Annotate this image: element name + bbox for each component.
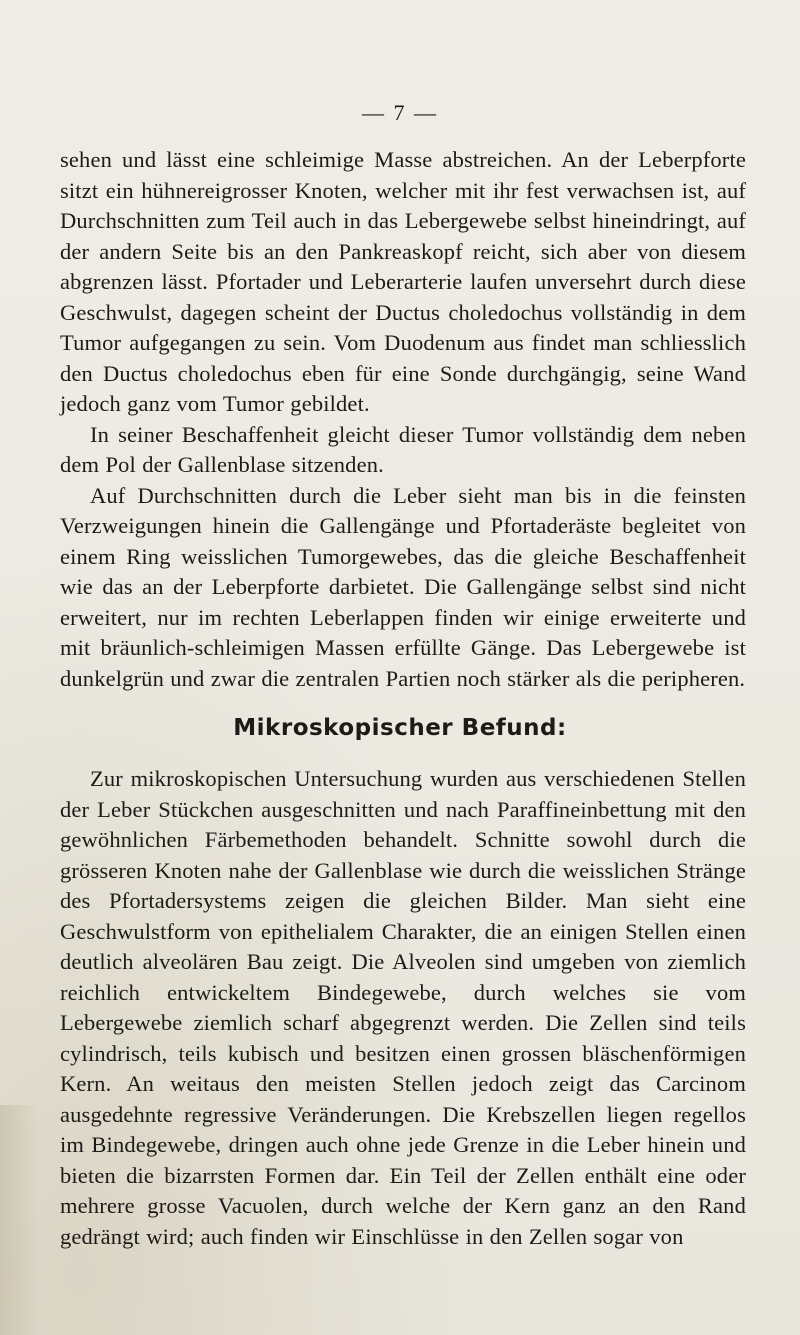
paragraph: Auf Durchschnitten durch die Leber sieht man bis in die feinsten Verzweigungen hinein die Gallengänge und Pfortaderäste begleitet von einem Ring weisslichen Tumorgewebes, das die gleiche Beschaffenheit wie das an der Leberpforte darbietet. Die Gallengänge selbst sind nicht erweitert, nur im rechten Leberlappen finden wir einige erweiterte und mit bräunlich-schleimigen Massen erfüllte Gänge. Das Lebergewebe ist dunkelgrün und zwar die zentralen Partien noch stärker als die peripheren. <box>60 482 746 691</box>
paper-stain <box>0 1105 40 1335</box>
paragraph: In seiner Beschaffenheit gleicht dieser Tumor vollständig dem neben dem Pol der Gallenblase sitzenden. <box>60 421 746 477</box>
body-text-section-1 <box>60 145 746 694</box>
paragraph: sehen und lässt eine schleimige Masse abstreichen. An der Leberpforte sitzt ein hühnereigrosser Knoten, welcher mit ihr fest verwachsen ist, auf Durchschnitten zum Teil auch in das Lebergewebe selbst hineindringt, auf der andern Seite bis an den Pankreaskopf reicht, sich aber von diesem abgrenzen lässt. Pfortader und Leberarterie laufen unversehrt durch diese Geschwulst, dagegen scheint der Ductus choledochus vollständig in dem Tumor aufgegangen zu sein. Vom Duodenum aus findet man schliesslich den Ductus choledochus eben für eine Sonde durchgängig, seine Wand jedoch ganz vom Tumor gebildet. <box>60 147 746 416</box>
section-heading: Mikroskopischer Befund: <box>233 715 567 741</box>
page-number: — 7 — <box>362 100 438 125</box>
paragraph: Zur mikroskopischen Untersuchung wurden aus verschiedenen Stellen der Leber Stückchen ausgeschnitten und nach Paraffineinbettung mit den gewöhnlichen Färbemethoden behandelt. Schnitte sowohl durch die grösseren Knoten nahe der Gallenblase wie durch die weisslichen Stränge des Pfortadersystems zeigen die gleichen Bilder. Man sieht eine Geschwulstform von epithelialem Charakter, die an einigen Stellen einen deutlich alveolären Bau zeigt. Die Alveolen sind umgeben von ziemlich reichlich entwickeltem Bindegewebe, durch welches sie vom Lebergewebe ziemlich scharf abgegrenzt werden. Die Zellen sind teils cylindrisch, teils kubisch und besitzen einen grossen bläschenförmigen Kern. An weitaus den meisten Stellen jedoch zeigt das Carcinom ausgedehnte regressive Veränderungen. Die Krebszellen liegen regellos im Bindegewebe, dringen auch ohne jede Grenze in die Leber hinein und bieten die bizarrsten Formen dar. Ein Teil der Zellen enthält eine oder mehrere grosse Vacuolen, durch welche der Kern ganz an den Rand gedrängt wird; auch finden wir Einschlüsse in den Zellen sogar von <box>60 766 746 1249</box>
body-text-section-2 <box>60 764 746 1252</box>
